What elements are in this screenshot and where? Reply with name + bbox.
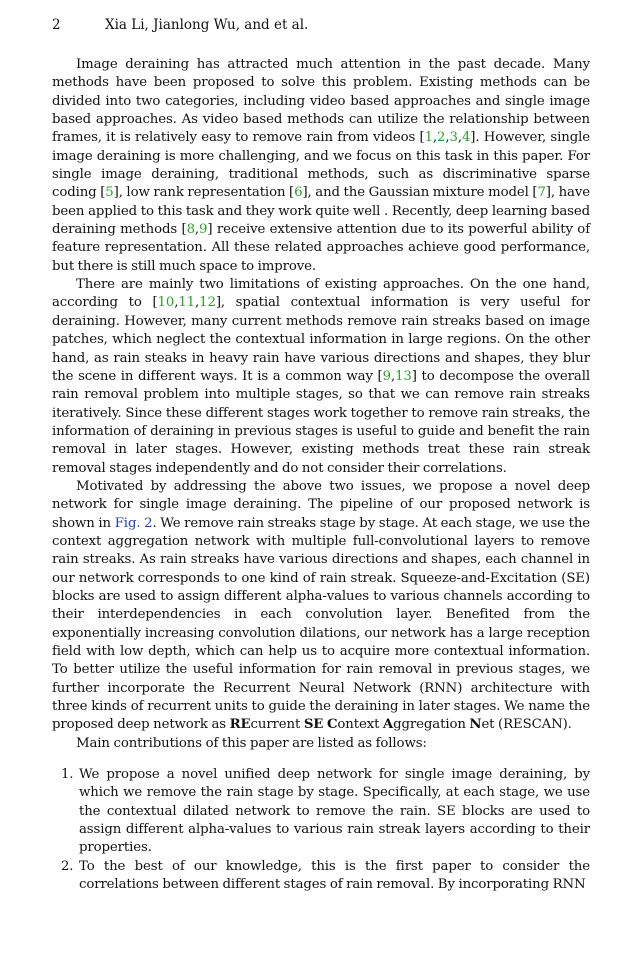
- page-number: 2: [52, 17, 61, 33]
- citation-link[interactable]: 7: [537, 185, 546, 201]
- citation-link[interactable]: 11: [178, 295, 196, 311]
- figure-link[interactable]: Fig. 2: [114, 515, 153, 531]
- citation-link[interactable]: 12: [199, 295, 216, 311]
- citation-link[interactable]: 2: [437, 130, 446, 146]
- paragraph-3: Motivated by addressing the above two issues, we propose a novel deep network for single image deraining. The pipeline of our proposed network is shown in Fig. 2. We remove rain streaks stage by stage. At each stage, we use the context aggregation network with multiple full-convolutional layers to remove rain streaks. As rain streaks have various directions and shapes, each channel in our network corresponds to one kind of rain streak. Squeeze-and-Excitation (SE) blocks are used to assign different alpha-values to various channels according to their interdependencies in each convolution layer. Benefited from the exponentially increasing convolution dilations, our network has a large reception field with low depth, which can help us to acquire more contextual information. To better utilize the useful information for rain removal in previous stages, we further incorporate the Recurrent Neural Network (RNN) architecture with three kinds of recurrent units to guide the deraining in later stages. We name the proposed deep network as REcurrent SE Context Aggregation Net (RESCAN).: [52, 478, 591, 733]
- running-header: [52, 16, 592, 34]
- citation-link[interactable]: 10: [157, 295, 175, 311]
- paragraph-4: Main contributions of this paper are listed as follows:: [76, 735, 427, 751]
- citation-link[interactable]: 8: [186, 222, 195, 238]
- paragraph-2: There are mainly two limitations of existing approaches. On the one hand, according to [10,11,12], spatial contextual information is very useful for deraining. However, many current methods remove rain streaks based on image patches, which neglect the contextual information in large regions. On the other hand, as rain steaks in heavy rain have various directions and shapes, they blur the scene in different ways. It is a common way [9,13] to decompose the overall rain removal problem into multiple stages, so that we can remove rain streaks iteratively. Since these different stages work together to remove rain streaks, the information of deraining in previous stages is useful to guide and benefit the rain removal in later stages. However, existing methods treat these rain streak removal stages independently and do not consider their correlations.: [52, 277, 590, 476]
- citation-link[interactable]: 6: [294, 185, 303, 201]
- body-text: [52, 56, 590, 894]
- contributions-list: [52, 766, 590, 894]
- list-item: 2. To the best of our knowledge, this is the first paper to consider the correlations between different stages of rain removal. By incorporating RNN: [77, 858, 590, 895]
- citation-link[interactable]: 9: [382, 368, 391, 384]
- citation-link[interactable]: 13: [395, 368, 412, 384]
- citation-link[interactable]: 4: [461, 130, 471, 146]
- citation-link[interactable]: 3: [449, 130, 458, 146]
- paragraph-1: Image deraining has attracted much attention in the past decade. Many methods have been proposed to solve this problem. Existing methods can be divided into two categories, including video based approaches and single image based approaches. As video based methods can utilize the relationship between frames, it is relatively easy to remove rain from videos [1,2,3,4]. However, single image deraining is more challenging, and we focus on this task in this paper. For single image deraining, traditional methods, such as discriminative sparse coding [5], low rank representation [6], and the Gaussian mixture model [7], have been applied to this task and they work quite well . Recently, deep learning based deraining methods [8,9] receive extensive attention due to its powerful ability of feature representation. All these related approaches achieve good performance, but there is still much space to improve.: [52, 57, 590, 274]
- citation-link[interactable]: 9: [199, 222, 208, 238]
- citation-link[interactable]: 5: [105, 185, 114, 201]
- citation-link[interactable]: 1: [424, 130, 433, 146]
- list-item: 1. We propose a novel unified deep network for single image deraining, by which we remove the rain stage by stage. Specifically, at each stage, we use the contextual dilated network to remove the rain. SE blocks are used to assign different alpha-values to various rain streak layers according to their properties.: [77, 766, 590, 858]
- running-authors: Xia Li, Jianlong Wu, and et al.: [105, 17, 309, 33]
